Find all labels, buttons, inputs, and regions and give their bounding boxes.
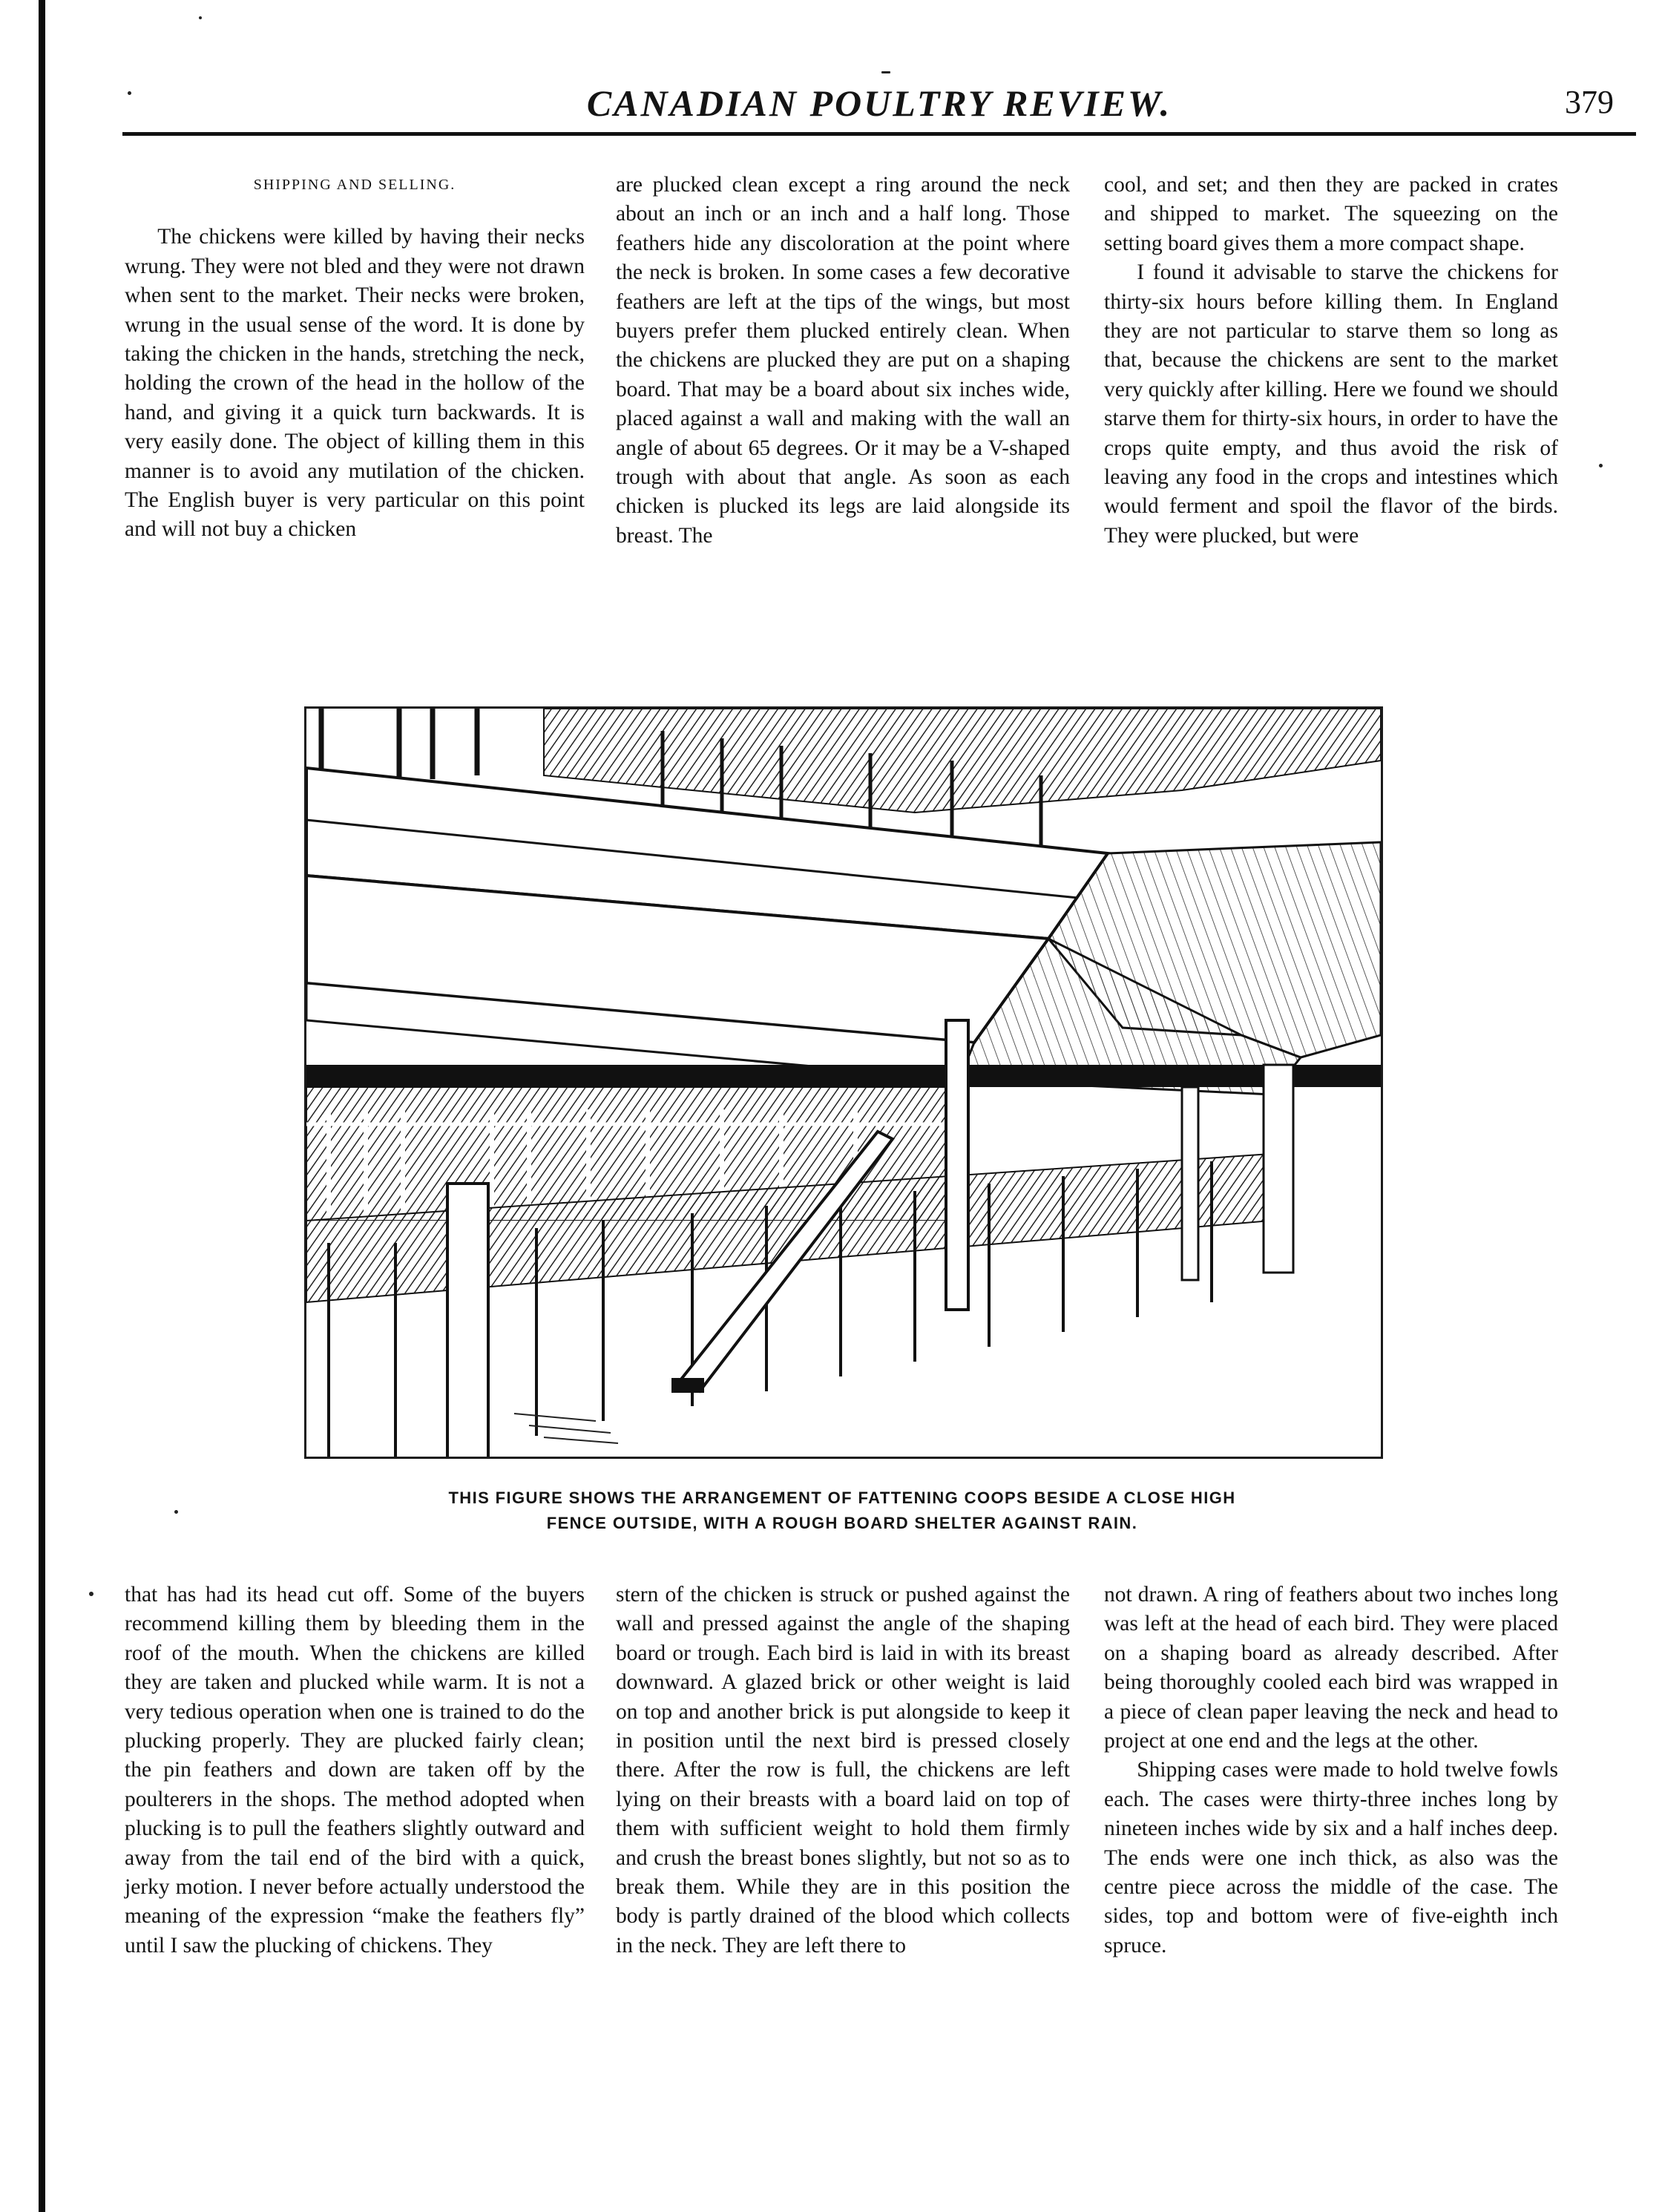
binding-edge bbox=[39, 0, 45, 2212]
paragraph: stern of the chicken is struck or pushed against the wall and pressed against the angle of the shaping board or trough. Each bird is laid in with its breast downward. A glazed brick or other weight is laid on top and another brick is put alongside to keep it in position until the next bird is pressed closely there. After the row is full, the chickens are left lying on their breasts with a board laid on top of them with sufficient weight to hold them firmly and crush the breast bones slightly, but not so as to break them. While they are in this position the body is partly drained of the blood which collects in the neck. They are left there to bbox=[616, 1583, 1070, 1957]
paragraph: Shipping cases were made to hold twelve fowls each. The cases were thirty-three inches long by nineteen inches wide by six and a half inches deep. The ends were one inch thick, as also was the centre piece across the middle of the case. The sides, top and bottom were of five-eighth inch spruce. bbox=[1104, 1758, 1558, 1957]
section-heading: SHIPPING AND SELLING. bbox=[253, 177, 456, 193]
paragraph: that has had its head cut off. Some of the buyers recommend killing them by bleeding them in the roof of the mouth. When the chickens are killed they are taken and plucked while warm. It is not a very tedious operation when one is trained to do the plucking properly. They are plucked fairly clean; the pin feathers and down are taken off by the poulterers in the shops. The method adopted when plucking is to pull the feathers slightly outward and away from the tail end of the bird with a quick, jerky motion. I never before actually understood the meaning of the expression “make the feathers fly” until I saw the plucking of chickens. They bbox=[125, 1583, 585, 1957]
fattening-coops-illustration bbox=[304, 706, 1383, 1459]
print-speck bbox=[174, 1510, 178, 1514]
page-number: 379 bbox=[1565, 84, 1614, 120]
coops-engraving bbox=[306, 709, 1381, 1457]
top-column-3 bbox=[1104, 171, 1558, 551]
paragraph: are plucked clean except a ring around the neck about an inch or an inch and a half long. Those feathers hide any discoloration at the point where the neck is broken. In some cases a few decorative feathers are left at the tips of the wings, but most buyers prefer them plucked entirely clean. When the chickens are plucked they are put on a shaping board. That may be a board about six inches wide, placed against a wall and making with the wall an angle of about 65 degrees. Or it may be a V-shaped trough with about that angle. As soon as each chicken is plucked its legs are laid alongside its breast. The bbox=[616, 173, 1070, 548]
figure-caption bbox=[297, 1486, 1387, 1536]
caption-line-2: FENCE OUTSIDE, WITH A ROUGH BOARD SHELTER AGAINST RAIN. bbox=[546, 1514, 1138, 1532]
running-title: CANADIAN POULTRY REVIEW. bbox=[586, 82, 1172, 124]
paragraph: not drawn. A ring of feathers about two inches long was left at the head of each bird. They were placed on a shaping board as already described. After being thoroughly cooled each bird was wrapped in a piece of clean paper leaving the neck and head to project at one end and the legs at the other. bbox=[1104, 1583, 1558, 1753]
top-column-2 bbox=[616, 171, 1070, 551]
print-speck bbox=[199, 16, 202, 19]
bottom-column-3 bbox=[1104, 1581, 1558, 1960]
paragraph: I found it advisable to starve the chickens for thirty-six hours before killing them. In England they are not particular to starve them so long as that, because the chickens are sent to the market very quickly after killing. Here we found we should starve them for thirty-six hours, in order to have the crops quite empty, and thus avoid the risk of leaving any food in the crops and intestines which would ferment and spoil the flavor of the birds. They were plucked, but were bbox=[1104, 260, 1558, 548]
paragraph: cool, and set; and then they are packed in crates and shipped to market. The squeezing on the setting board gives them a more compact shape. bbox=[1104, 173, 1558, 255]
top-column-1 bbox=[125, 171, 585, 545]
print-speck bbox=[89, 1592, 93, 1596]
caption-line-1: THIS FIGURE SHOWS THE ARRANGEMENT OF FATTENING COOPS BESIDE A CLOSE HIGH bbox=[448, 1489, 1236, 1507]
print-speck bbox=[1599, 464, 1603, 467]
paragraph: The chickens were killed by having their necks wrung. They were not bled and they were not drawn when sent to the market. Their necks were broken, wrung in the usual sense of the word. It is done by taking the chicken in the hands, stretching the neck, holding the crown of the head in the hollow of the hand, and giving it a quick turn backwards. It is very easily done. The object of killing them in this manner is to avoid any mutilation of the chicken. The English buyer is very particular on this point and will not buy a chicken bbox=[125, 225, 585, 542]
bottom-column-1 bbox=[125, 1581, 585, 1960]
bottom-column-2 bbox=[616, 1581, 1070, 1960]
running-head bbox=[122, 73, 1636, 136]
